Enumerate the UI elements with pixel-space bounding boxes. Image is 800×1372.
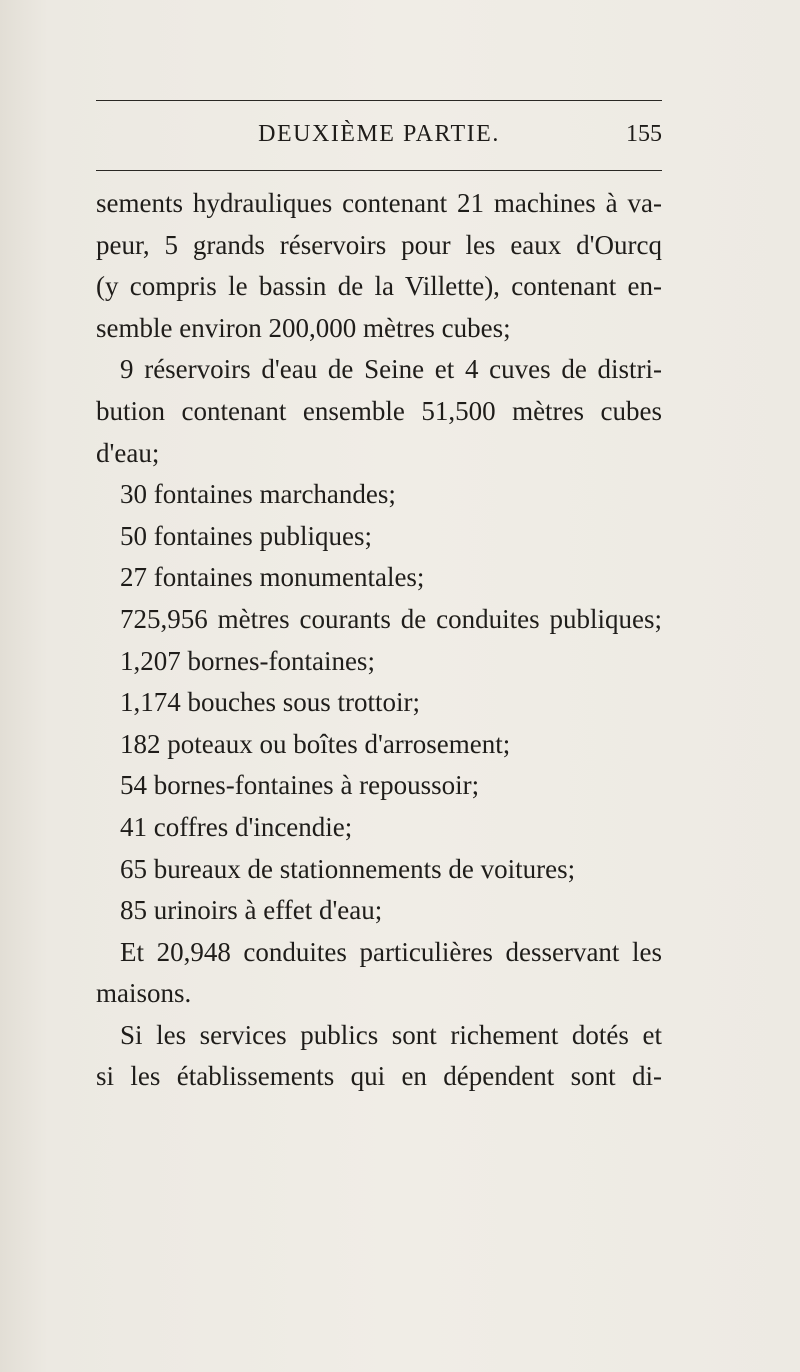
text-line: bution contenant ensemble 51,500 mètres cubes <box>96 395 662 426</box>
page-number: 155 <box>626 121 662 147</box>
text-line: 41 coffres d'incendie; <box>120 811 353 842</box>
text-line: semble environ 200,000 mètres cubes; <box>96 312 511 343</box>
running-head: DEUXIÈME PARTIE. <box>258 121 500 147</box>
text-line: 1,174 bouches sous trottoir; <box>120 687 420 718</box>
text-line: 27 fontaines monumentales; <box>120 562 425 593</box>
header-top-rule <box>96 100 662 101</box>
text-line: 65 bureaux de stationnements de voitures; <box>120 853 576 884</box>
text-line: (y compris le bassin de la Villette), contenant en- <box>96 271 662 302</box>
body-text <box>96 183 662 1098</box>
text-line: si les établissements qui en dépendent sont di- <box>96 1061 662 1092</box>
text-line: d'eau; <box>96 437 160 468</box>
header-bottom-rule <box>96 170 662 171</box>
page-header <box>96 116 662 152</box>
text-line: maisons. <box>96 978 192 1009</box>
text-line: sements hydrauliques contenant 21 machines à va- <box>96 188 662 218</box>
text-line: Si les services publics sont richement dotés et <box>120 1019 662 1050</box>
text-line: Et 20,948 conduites particulières desservant les <box>120 936 662 967</box>
text-line: 9 réservoirs d'eau de Seine et 4 cuves de distri- <box>120 354 662 385</box>
text-line: 182 poteaux ou boîtes d'arrosement; <box>120 728 511 759</box>
text-line: 30 fontaines marchandes; <box>120 479 396 510</box>
text-line: 50 fontaines publiques; <box>120 520 372 551</box>
text-line: 725,956 mètres courants de conduites publiques; <box>120 603 662 634</box>
text-line: 1,207 bornes-fontaines; <box>120 645 375 676</box>
text-line: peur, 5 grands réservoirs pour les eaux d'Ourcq <box>96 229 662 260</box>
text-line: 85 urinoirs à effet d'eau; <box>120 895 383 926</box>
text-line: 54 bornes-fontaines à repoussoir; <box>120 770 480 801</box>
